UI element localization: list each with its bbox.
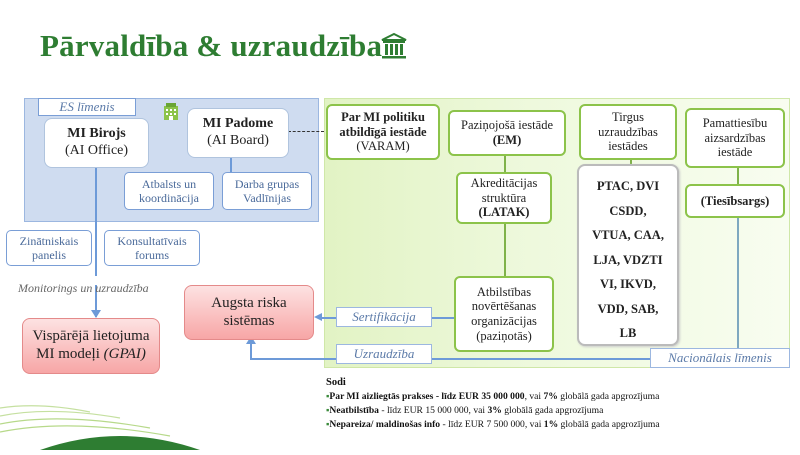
varam-box [326,104,440,160]
darba-grupas-line2: Vadlīnijas [243,191,291,205]
authority-line: VDD, SAB, [597,301,659,316]
augsta-riska-line1: Augsta riska [211,294,287,311]
connector-line [737,218,739,348]
dashed-connector [288,131,324,132]
penalties-heading: Sodi [326,377,346,388]
zinatniskais-line2: panelis [32,248,66,262]
atbalsts-line1: Atbalsts un [141,176,197,191]
akreditacijas-line2: struktūra [481,190,527,205]
authorities-box [577,164,679,346]
authority-line: PTAC, DVI [596,179,660,193]
augsta-riska-line2: sistēmas [223,312,275,329]
arrow-left-icon [314,313,322,321]
konsultativais-box [104,230,200,266]
penalty-item: ▪Neatbilstība - līdz EUR 15 000 000, vai 3% globālā gada apgrozījuma [326,405,604,416]
gpai-line2-em: (GPAI) [103,346,146,362]
tiesibsargs-line1: (Tiesībsargs) [700,193,770,208]
pamattiesibu-line2: aizsardzības [704,130,766,145]
pazinojosa-box [448,110,566,156]
arrow-down-icon [91,310,101,318]
mi-padome-title: MI Padome [202,116,274,132]
mi-birojs-box [44,118,149,168]
mi-birojs-title: MI Birojs [67,126,126,142]
authority-line: CSDD, [609,203,647,218]
atbilstibas-line3: organizācijas [471,314,537,328]
atbalsts-line2: koordinācija [139,191,199,205]
eu-level-label: ES līmenis [38,98,136,116]
bank-icon [380,32,408,65]
pamattiesibu-line3: iestāde [717,145,753,160]
authority-line: LB [619,326,637,340]
varam-line2: atbildīgā iestāde [339,124,427,139]
varam-line1: Par MI politiku [341,109,425,124]
mi-birojs-subtitle: (AI Office) [64,143,129,158]
tirgus-box [579,104,677,160]
akreditacijas-line1: Akreditācijas [470,175,538,190]
authority-line: VTUA, CAA, [592,228,664,242]
atbilstibas-box [454,276,554,352]
konsultativais-line1: Konsultatīvais [117,233,187,248]
national-level-label: Nacionālais līmenis [650,348,790,368]
certification-label: Sertifikācija [336,307,432,327]
connector-line [504,223,506,277]
gpai-line1: Vispārējā lietojuma [32,328,150,345]
mi-padome-subtitle: (AI Board) [207,133,269,148]
supervision-label: Uzraudzība [336,344,432,364]
connector-line [230,158,232,172]
tirgus-line1: Tirgus [612,109,644,124]
gpai-line2: MI modeļi [36,346,100,362]
penalty-item: ▪Par MI aizliegtās prakses - līdz EUR 35 000 000, vai 7% globālā gada apgrozījuma [326,391,660,402]
authority-line: LJA, VDZTI [593,252,663,267]
atbilstibas-line1: Atbilstības [476,284,532,299]
pamattiesibu-box [685,108,785,168]
decorative-curves [0,372,200,450]
authorities-list [579,174,677,346]
darba-grupas-box [222,172,312,210]
penalties-section [326,376,786,432]
atbilstibas-line4: (paziņotās) [476,328,532,343]
connector-line [95,166,97,276]
atbalsts-box [124,172,214,210]
bullet-icon: ▪ [326,405,330,416]
connector-line [737,168,739,184]
bullet-icon: ▪ [326,391,330,402]
building-icon [163,103,179,126]
pazinojosa-line2: (EM) [492,133,522,147]
page-title: Pārvaldība & uzraudzība [40,28,383,63]
tirgus-line2: uzraudzības [598,124,658,139]
darba-grupas-line1: Darba grupas [234,176,300,191]
varam-line3: (VARAM) [356,139,410,154]
tiesibsargs-box [685,184,785,218]
bullet-icon: ▪ [326,419,330,430]
tirgus-line3: iestādes [608,139,648,154]
gpai-box [22,318,160,374]
augsta-riska-box [184,285,314,340]
authority-line: VI, IKVD, [600,277,656,291]
akreditacijas-line3: (LATAK) [478,205,530,220]
mi-padome-box [187,108,289,158]
monitoring-label: Monitorings un uzraudzība [18,281,149,295]
supervision-arrow [250,358,650,360]
konsultativais-line2: forums [135,248,169,262]
akreditacijas-box [456,172,552,224]
pamattiesibu-line1: Pamattiesību [702,115,768,130]
pazinojosa-line1: Paziņojošā iestāde [461,118,553,133]
penalty-item: ▪Nepareiza/ maldinošas info - līdz EUR 7 500 000, vai 1% globālā gada apgrozījuma [326,419,660,430]
zinatniskais-box [6,230,92,266]
penalties-list [326,390,786,432]
zinatniskais-line1: Zinātniskais [19,233,79,248]
atbilstibas-line2: novērtēšanas [471,299,537,314]
